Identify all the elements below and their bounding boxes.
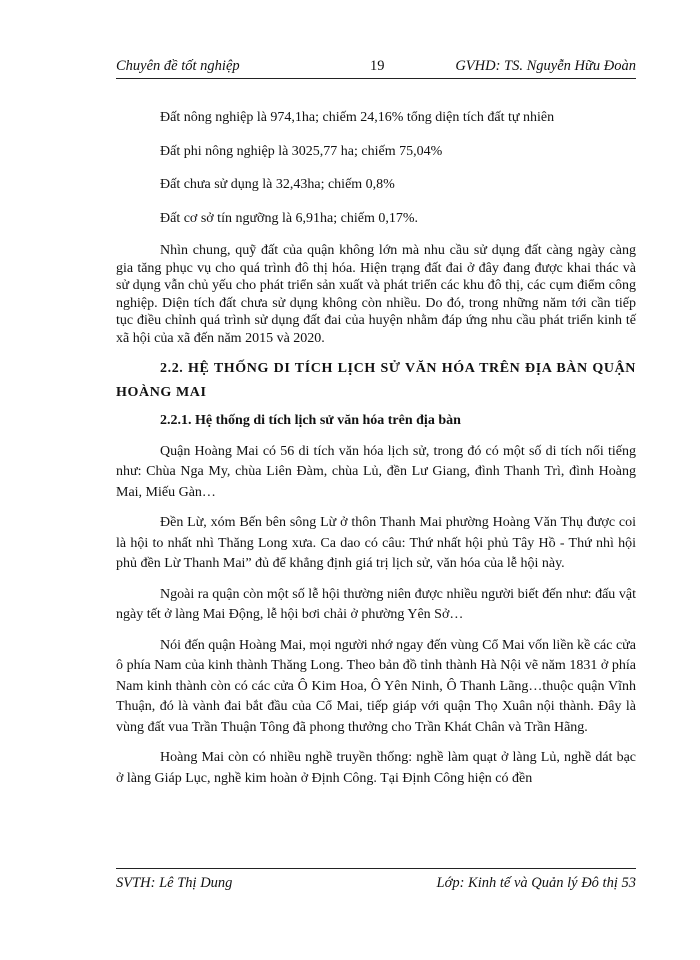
land-stat-unused: Đất chưa sử dụng là 32,43ha; chiếm 0,8%: [160, 177, 395, 192]
summary-paragraph: Nhìn chung, quỹ đất của quận không lớn mà nhu cầu sử dụng đất càng ngày càng gia tăng phục vụ cho quá trình đô thị hóa. Hiện trạng đất đai ở đây đang được khai thác và sử dụng vẫn chủ yếu cho phát triển sản xuất và phát triển các khu đô thị, các cụm điểm công nghiệp. Diện tích đất chưa sử dụng không còn nhiều. Do đó, trong những năm tới cần tiếp tục điều chỉnh quá trình sử dụng đất đai của huyện nhằm đáp ứng nhu cầu phát triển kinh tế xã hội của xã đến năm 2015 và 2020.: [116, 243, 636, 346]
body-paragraph-crafts: Hoàng Mai còn có nhiều nghề truyền thống: nghề làm quạt ở làng Lủ, nghề dát bạc ở làng Giáp Lục, nghề kim hoàn ở Định Công. Tại Định Công hiện có đền: [116, 750, 636, 786]
page-body: [116, 108, 636, 799]
land-stat-agricultural: Đất nông nghiệp là 974,1ha; chiếm 24,16% tổng diện tích đất tự nhiên: [160, 110, 555, 125]
land-stat-religious: Đất cơ sở tín ngưỡng là 6,91ha; chiếm 0,17%.: [160, 210, 419, 226]
page-header: [116, 54, 636, 79]
land-stat-non-agricultural: Đất phi nông nghiệp là 3025,77 ha; chiếm 75,04%: [160, 143, 443, 159]
body-paragraph-festivals: Ngoài ra quận còn một số lễ hội thường niên được nhiều người biết đến như: đấu vật ngày tết ở làng Mai Động, lễ hội bơi chải ở phường Yên Sở…: [116, 586, 636, 622]
header-document-title: Chuyên đề tốt nghiệp: [116, 58, 240, 74]
body-paragraph-den-lu: Đền Lừ, xóm Bến bên sông Lừ ở thôn Thanh Mai phường Hoàng Văn Thụ được coi là hội to nhất nhì Thăng Long xưa. Ca dao có câu: Thứ nhất hội phủ Tây Hồ - Thứ nhì hội phủ đền Lừ Thanh Mai” đủ để khẳng định giá trị lịch sử, văn hóa của lễ hội này.: [116, 515, 636, 571]
body-paragraph-relics: Quận Hoàng Mai có 56 di tích văn hóa lịch sử, trong đó có một số di tích nổi tiếng như: Chùa Nga My, chùa Liên Đàm, chùa Lủ, đền Lư Giang, đình Thanh Trì, đình Hoàng Mai, Miếu Gàn…: [116, 443, 636, 500]
footer-student: SVTH: Lê Thị Dung: [116, 875, 233, 891]
footer-class: Lớp: Kinh tế và Quản lý Đô thị 53: [436, 875, 636, 891]
page-footer: [116, 868, 636, 893]
body-paragraph-co-mai: Nói đến quận Hoàng Mai, mọi người nhớ ngay đến vùng Cổ Mai vốn liền kề các cửa ô phía Nam của kinh thành Thăng Long. Theo bản đồ tỉnh thành Hà Nội vẽ năm 1831 ở phía Nam kinh thành còn có các cửa Ô Kim Hoa, Ô Yên Ninh, Ô Thanh Lãng…thuộc quận Vĩnh Thuận, đó là vành đai bắt đầu của Cổ Mai, tiếp giáp với quận Thọ Xuân nội thành. Đây là vùng đất vua Trần Thuận Tông đã phong thưởng cho Trần Khát Chân và Trần Hãng.: [116, 637, 636, 735]
section-heading: 2.2. HỆ THỐNG DI TÍCH LỊCH SỬ VĂN HÓA TRÊN ĐỊA BÀN QUẬN HOÀNG MAI: [116, 361, 636, 400]
header-page-number: 19: [370, 58, 385, 74]
subsection-heading: 2.2.1. Hệ thống di tích lịch sử văn hóa trên địa bàn: [160, 413, 461, 428]
header-advisor: GVHD: TS. Nguyễn Hữu Đoàn: [455, 58, 636, 74]
